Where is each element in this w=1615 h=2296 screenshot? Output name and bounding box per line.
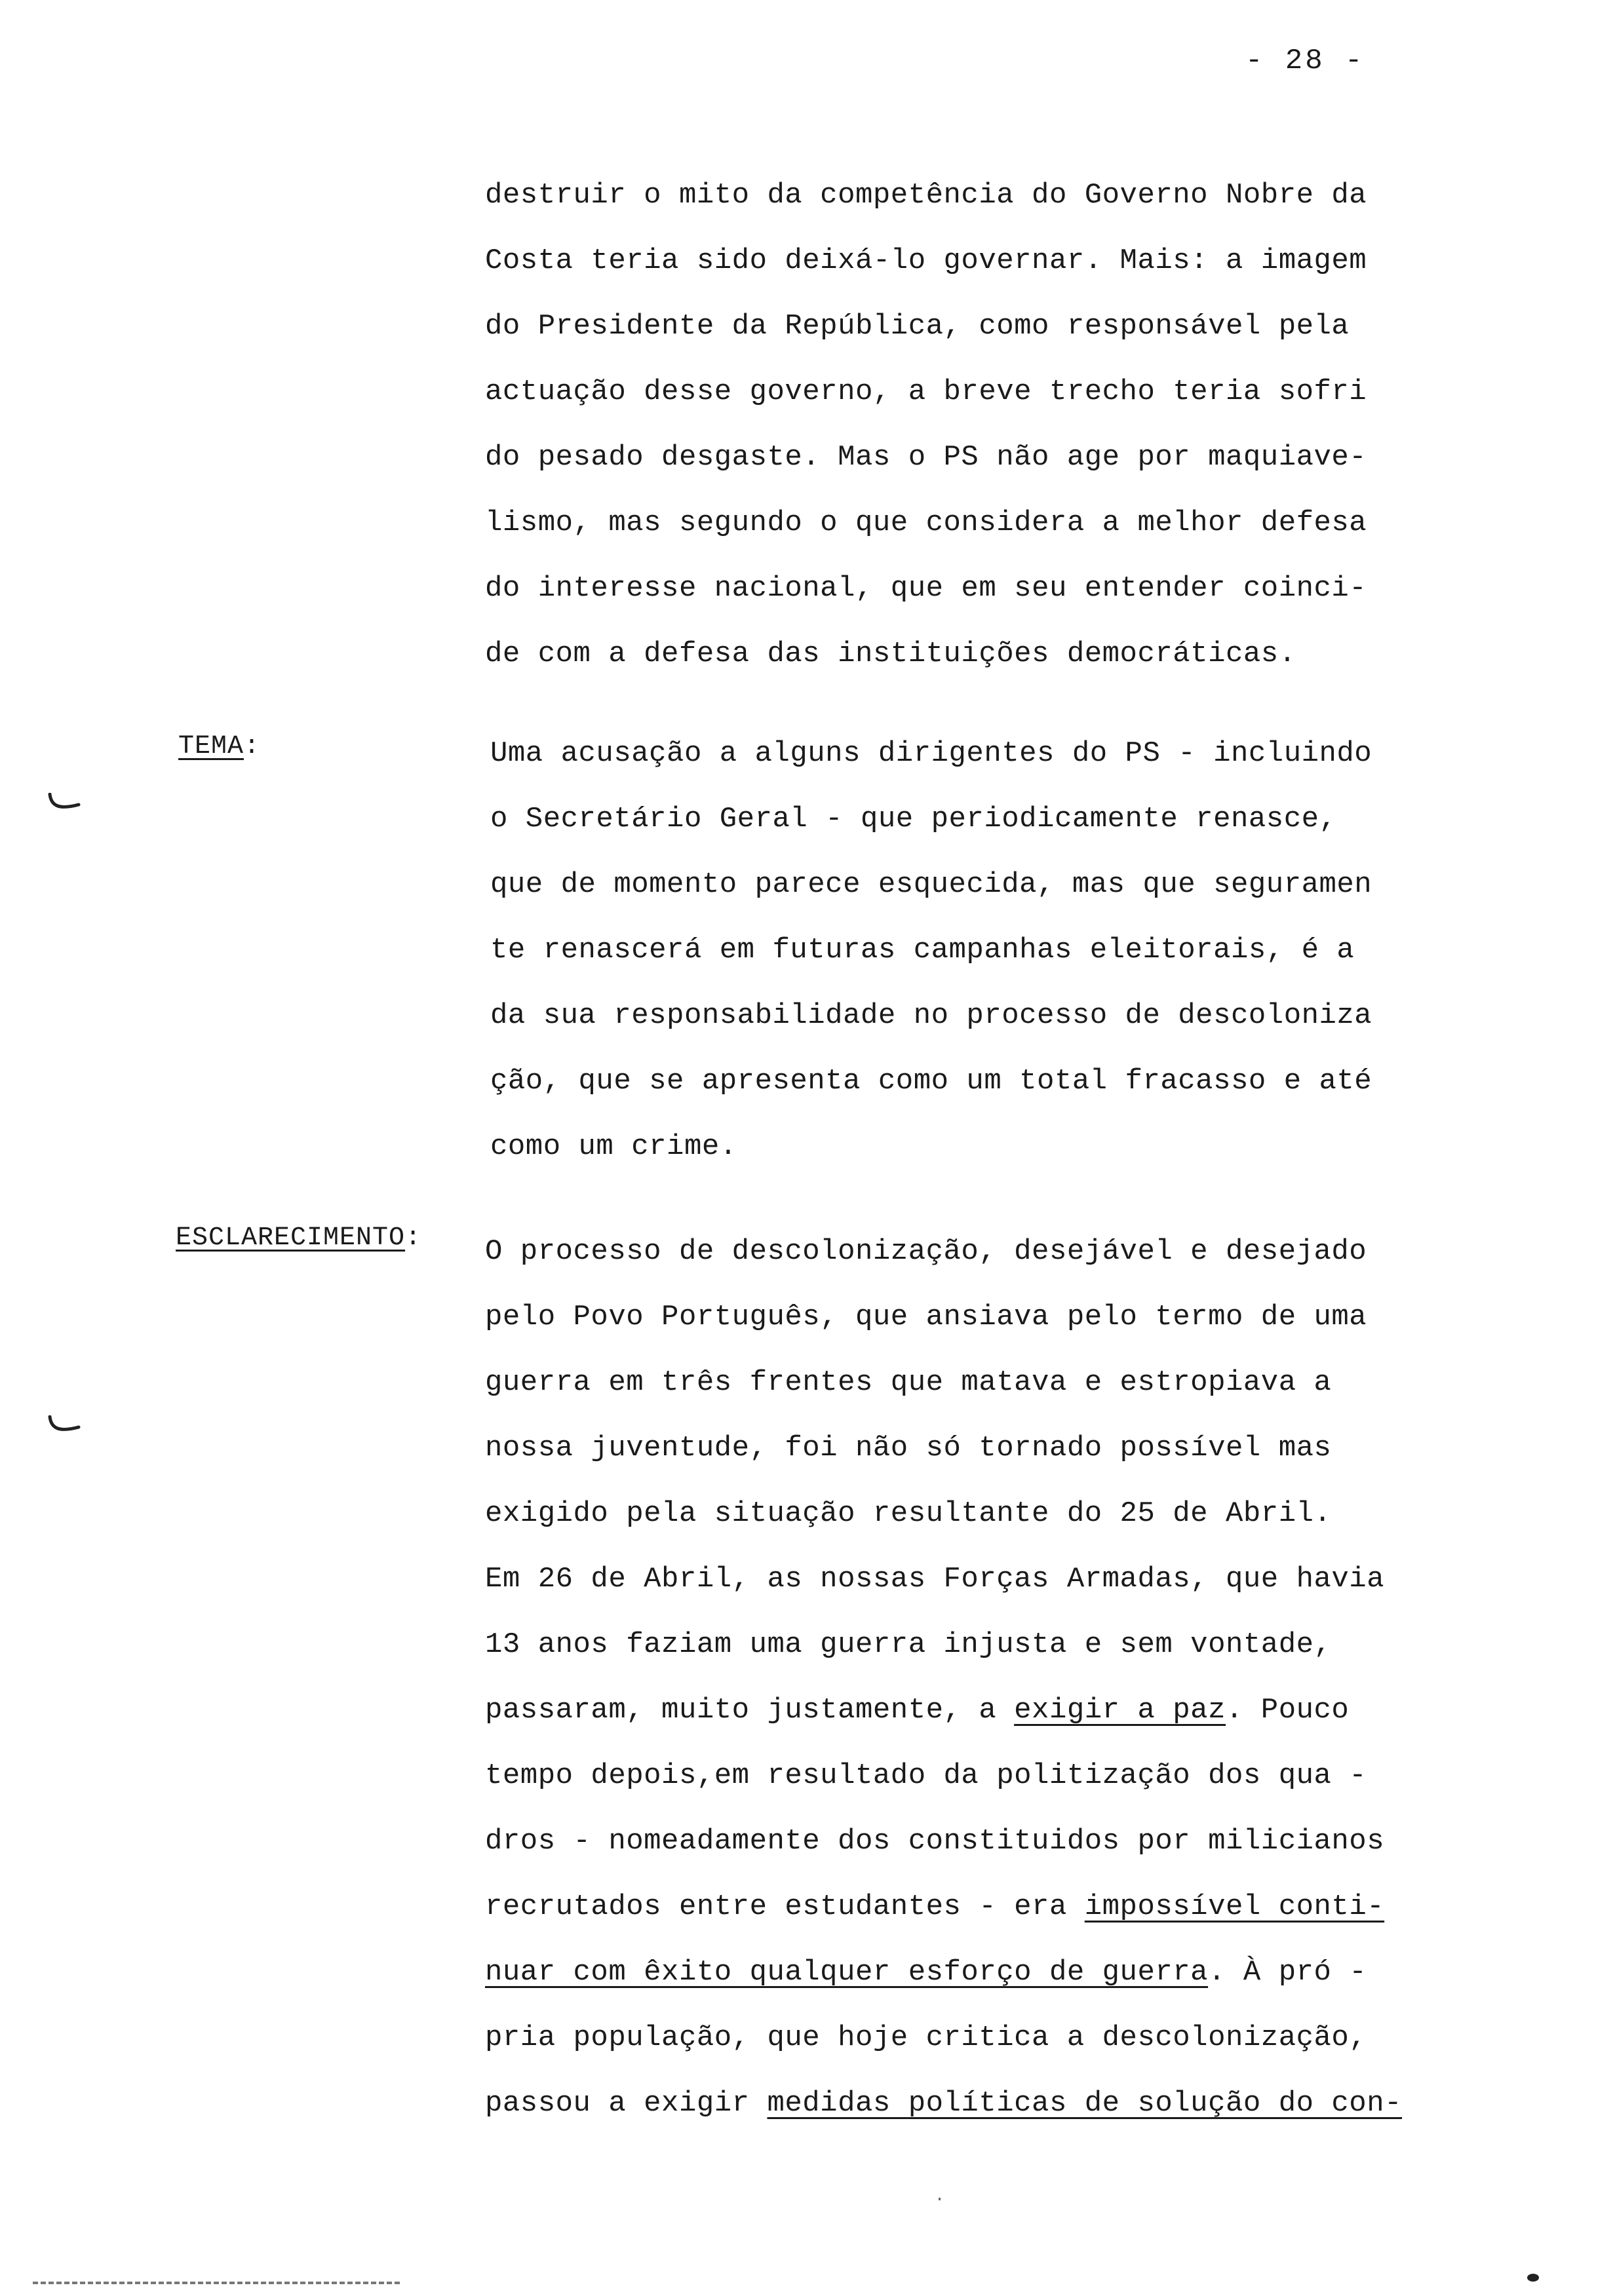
page-number: - 28 - (1245, 45, 1365, 77)
text-line: Uma acusação a alguns dirigentes do PS - incluindo (490, 737, 1372, 770)
text-line: o Secretário Geral - que periodicamente renasce, (490, 803, 1337, 835)
text-line: O processo de descolonização, desejável e desejado (485, 1235, 1367, 1268)
tema-label-text: TEMA (178, 732, 244, 761)
underlined-phrase: impossível conti- (1084, 1890, 1385, 1923)
text-line: guerra em três frentes que matava e estropiava a (485, 1366, 1332, 1399)
text-line: do interesse nacional, que em seu entender coinci- (485, 572, 1367, 605)
text-line: pelo Povo Português, que ansiava pelo termo de uma (485, 1301, 1367, 1333)
text-line (485, 1940, 1494, 2005)
margin-check-mark (47, 793, 81, 813)
scan-speck (939, 2198, 941, 2200)
text-segment: . Pouco (1226, 1694, 1350, 1727)
corner-ink-mark (1527, 2274, 1539, 2282)
text-line: Costa teria sido deixá-lo governar. Mais: a imagem (485, 244, 1367, 277)
text-line: dros - nomeadamente dos constituidos por milicianos (485, 1825, 1385, 1858)
text-line: exigido pela situação resultante do 25 de Abril. (485, 1497, 1332, 1530)
tema-label (178, 714, 260, 780)
esclarecimento-label (176, 1206, 421, 1271)
text-line (485, 1677, 1494, 1743)
text-line: que de momento parece esquecida, mas que seguramen (490, 868, 1372, 901)
text-line: ção, que se apresenta como um total fracasso e até (490, 1065, 1372, 1098)
text-line: actuação desse governo, a breve trecho teria sofri (485, 375, 1367, 408)
text-line: te renascerá em futuras campanhas eleitorais, é a (490, 934, 1355, 966)
text-line: Em 26 de Abril, as nossas Forças Armadas, que havia (485, 1563, 1385, 1596)
esclarecimento-paragraph (485, 1219, 1494, 2136)
text-line (485, 2071, 1494, 2136)
text-line: destruir o mito da competência do Governo Nobre da (485, 179, 1367, 212)
margin-check-mark (47, 1415, 81, 1435)
text-line: pria população, que hoje critica a descolonização, (485, 2021, 1367, 2054)
text-line: da sua responsabilidade no processo de descoloniza (490, 999, 1372, 1032)
footer-dashed-rule (33, 2282, 400, 2284)
text-line: do Presidente da República, como responsável pela (485, 310, 1350, 343)
text-line (485, 1874, 1494, 1940)
intro-paragraph (485, 163, 1494, 687)
underlined-phrase: medidas políticas de solução do con- (767, 2087, 1403, 2120)
tema-label-colon: : (244, 732, 261, 761)
text-line: 13 anos faziam uma guerra injusta e sem vontade, (485, 1628, 1332, 1661)
esclarecimento-label-colon: : (405, 1223, 422, 1253)
esclarecimento-label-text: ESCLARECIMENTO (176, 1223, 406, 1253)
text-line: lismo, mas segundo o que considera a melhor defesa (485, 507, 1367, 539)
underlined-phrase: nuar com êxito qualquer esforço de guerra (485, 1956, 1209, 1989)
tema-paragraph (490, 721, 1500, 1179)
text-line: como um crime. (490, 1130, 737, 1163)
text-segment: passaram, muito justamente, a (485, 1694, 1015, 1727)
text-segment: passou a exigir (485, 2087, 768, 2120)
text-line: de com a defesa das instituições democráticas. (485, 638, 1296, 670)
text-segment: recrutados entre estudantes - era (485, 1890, 1085, 1923)
text-line: tempo depois,em resultado da politização dos qua - (485, 1759, 1367, 1792)
text-line: nossa juventude, foi não só tornado possível mas (485, 1432, 1332, 1464)
text-segment: . À pró - (1208, 1956, 1367, 1989)
underlined-phrase: exigir a paz (1014, 1694, 1226, 1727)
text-line: do pesado desgaste. Mas o PS não age por maquiave- (485, 441, 1367, 474)
